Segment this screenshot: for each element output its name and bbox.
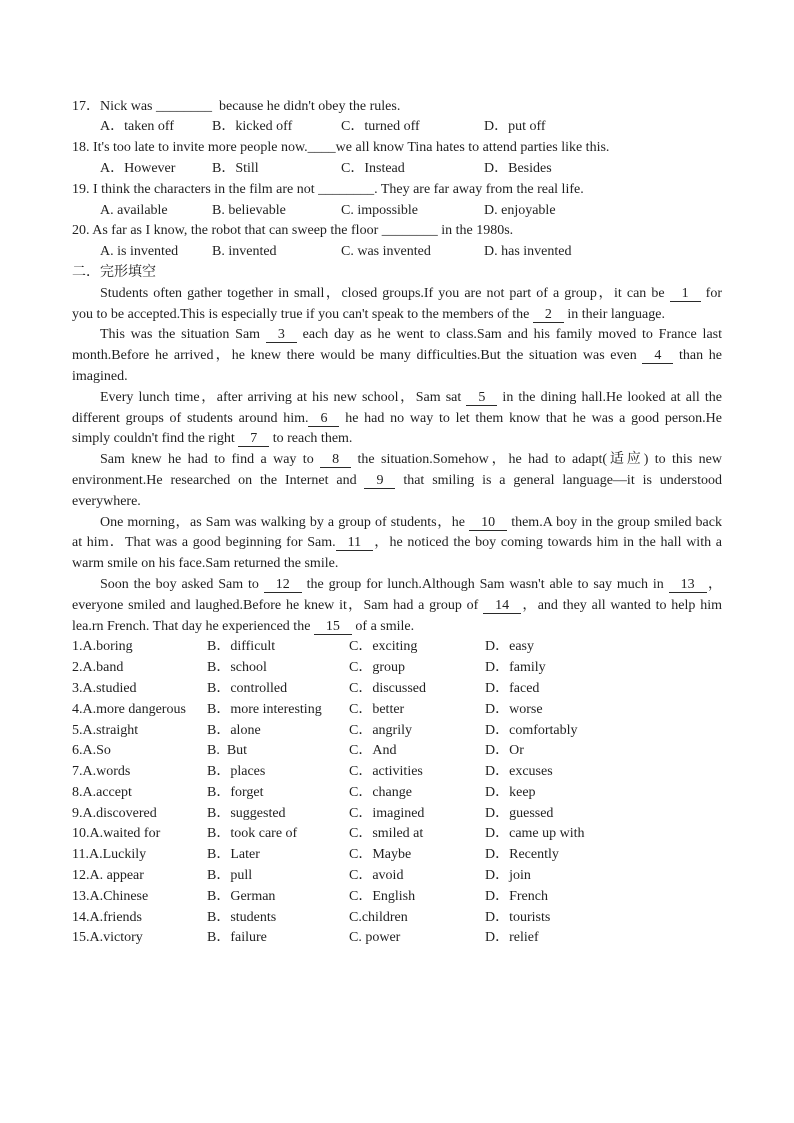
passage-text: simply couldn't find the right xyxy=(72,431,239,447)
passage-text: the situation.Somehow，he had to adapt(适应) to this new xyxy=(351,452,722,468)
cloze-option-a: 13.A.Chinese xyxy=(72,888,149,904)
passage-text: warm smile on his face.Sam returned the smile. xyxy=(72,556,339,572)
cloze-option-row xyxy=(72,824,722,845)
blank-7: 7 xyxy=(238,431,269,447)
blank-12: 12 xyxy=(264,577,302,593)
question-options xyxy=(72,117,722,138)
cloze-option-b: B．difficult xyxy=(207,639,276,655)
passage-text: Soon the boy asked Sam to xyxy=(100,576,264,592)
passage-line xyxy=(72,471,722,492)
passage-text: Students often gather together in small，closed groups.If you are not part of a group，it can be xyxy=(100,285,670,301)
passage-line xyxy=(72,596,722,617)
option-b: B．Still xyxy=(212,160,259,176)
cloze-option-a: 2.A.band xyxy=(72,660,124,676)
passage-text: lea.rn French. That day he experienced the xyxy=(72,618,314,634)
cloze-option-row xyxy=(72,908,722,929)
passage-line xyxy=(72,305,722,326)
cloze-option-d: D．came up with xyxy=(485,826,585,842)
passage-text: ，and they all wanted to help him xyxy=(521,597,722,613)
cloze-option-c: C．discussed xyxy=(349,680,426,696)
section-title: 二．完形填空 xyxy=(72,264,156,280)
passage-line xyxy=(72,617,722,638)
passage-line xyxy=(72,388,722,409)
option-d: D．Besides xyxy=(484,160,552,176)
passage-line xyxy=(72,284,722,305)
option-a: A．However xyxy=(100,160,176,176)
blank-14: 14 xyxy=(483,598,521,614)
option-b: B．kicked off xyxy=(212,119,293,135)
cloze-option-c: C.children xyxy=(349,909,408,925)
page-content xyxy=(72,97,722,950)
blank-11: 11 xyxy=(336,535,373,551)
option-d: D. enjoyable xyxy=(484,202,556,218)
cloze-option-row xyxy=(72,887,722,908)
passage-text: that smiling is a general language—it is understood xyxy=(395,472,722,488)
cloze-option-d: D．French xyxy=(485,888,548,904)
cloze-option-a: 1.A.boring xyxy=(72,639,133,655)
blank-5: 5 xyxy=(466,390,497,406)
passage-text: for xyxy=(700,285,723,301)
cloze-option-c: C．imagined xyxy=(349,805,425,821)
cloze-passage xyxy=(72,284,722,638)
cloze-option-d: D．join xyxy=(485,868,531,884)
option-d: D. has invented xyxy=(484,244,572,260)
cloze-option-a: 5.A.straight xyxy=(72,722,139,738)
question-options xyxy=(72,159,722,180)
passage-line xyxy=(72,325,722,346)
cloze-option-b: B．suggested xyxy=(207,805,286,821)
option-a: A. is invented xyxy=(100,244,179,260)
blank-8: 8 xyxy=(320,452,351,468)
cloze-option-a: 8.A.accept xyxy=(72,784,132,800)
blank-9: 9 xyxy=(364,473,395,489)
cloze-option-a: 7.A.words xyxy=(72,764,131,780)
option-c: C．Instead xyxy=(341,160,405,176)
passage-line xyxy=(72,367,722,388)
cloze-option-row xyxy=(72,658,722,679)
option-b: B. believable xyxy=(212,202,286,218)
cloze-option-d: D．easy xyxy=(485,639,534,655)
passage-paragraph xyxy=(72,450,722,512)
cloze-option-row xyxy=(72,866,722,887)
cloze-option-row xyxy=(72,845,722,866)
cloze-option-b: B．pull xyxy=(207,868,253,884)
blank-10: 10 xyxy=(469,515,507,531)
cloze-option-c: C．change xyxy=(349,784,412,800)
passage-text: in their language. xyxy=(563,306,665,322)
cloze-option-b: B．school xyxy=(207,660,267,676)
cloze-option-c: C．Maybe xyxy=(349,847,412,863)
cloze-option-a: 4.A.more dangerous xyxy=(72,701,186,717)
passage-text: One morning，as Sam was walking by a group of students，he xyxy=(100,514,470,530)
cloze-option-c: C．avoid xyxy=(349,868,404,884)
cloze-option-d: D．relief xyxy=(485,930,539,946)
option-a: A. available xyxy=(100,202,168,218)
cloze-option-c: C．activities xyxy=(349,764,423,780)
passage-line xyxy=(72,346,722,367)
cloze-option-c: C．group xyxy=(349,660,405,676)
option-b: B. invented xyxy=(212,244,277,260)
passage-text: to reach them. xyxy=(269,431,353,447)
passage-text: of a smile. xyxy=(351,618,415,634)
cloze-option-b: B. But xyxy=(207,743,248,759)
cloze-option-b: B．took care of xyxy=(207,826,298,842)
option-c: C．turned off xyxy=(341,119,420,135)
passage-text: at him．That was a good beginning for Sam. xyxy=(72,535,336,551)
passage-text: environment.He researched on the Internet and xyxy=(72,472,365,488)
passage-line xyxy=(72,533,722,554)
cloze-option-a: 15.A.victory xyxy=(72,930,143,946)
cloze-options-list xyxy=(72,637,722,949)
passage-paragraph xyxy=(72,575,722,637)
cloze-option-b: B．German xyxy=(207,888,276,904)
cloze-option-a: 12.A. appear xyxy=(72,868,144,884)
passage-text: different groups of students around him. xyxy=(72,410,309,426)
cloze-option-row xyxy=(72,928,722,949)
cloze-option-a: 10.A.waited for xyxy=(72,826,161,842)
cloze-option-b: B．more interesting xyxy=(207,701,322,717)
cloze-option-d: D．family xyxy=(485,660,546,676)
cloze-option-c: C. power xyxy=(349,930,401,946)
blank-2: 2 xyxy=(533,307,564,323)
question-stem: 20. As far as I know, the robot that can sweep the floor ________ in the 1980s. xyxy=(72,223,514,239)
passage-line xyxy=(72,409,722,430)
cloze-option-d: D．comfortably xyxy=(485,722,578,738)
passage-line xyxy=(72,513,722,534)
question-stem: 18. It's too late to invite more people now.____we all know Tina hates to attend parties like this. xyxy=(72,140,610,156)
cloze-option-row xyxy=(72,804,722,825)
passage-text: everywhere. xyxy=(72,493,141,509)
passage-line xyxy=(72,575,722,596)
cloze-option-d: D．Recently xyxy=(485,847,559,863)
cloze-option-row xyxy=(72,679,722,700)
cloze-option-c: C．English xyxy=(349,888,416,904)
blank-6: 6 xyxy=(308,411,339,427)
cloze-option-row xyxy=(72,783,722,804)
passage-text: you to be accepted.This is especially true if you can't speak to the members of the xyxy=(72,306,533,322)
passage-text: month.Before he arrived，he knew there would be many difficulties.But the situation was even xyxy=(72,348,643,364)
passage-text: than he xyxy=(673,348,722,364)
cloze-option-a: 14.A.friends xyxy=(72,909,142,925)
cloze-option-d: D．tourists xyxy=(485,909,551,925)
passage-text: everyone smiled and laughed.Before he knew it，Sam had a group of xyxy=(72,597,484,613)
passage-text: them.A boy in the group smiled back xyxy=(507,514,722,530)
cloze-option-c: C．better xyxy=(349,701,405,717)
cloze-option-row xyxy=(72,700,722,721)
passage-line xyxy=(72,429,722,450)
passage-text: ， xyxy=(706,576,723,592)
multiple-choice-section xyxy=(72,97,722,263)
passage-text: Every lunch time，after arriving at his new school，Sam sat xyxy=(100,389,467,405)
cloze-option-b: B．failure xyxy=(207,930,267,946)
passage-text: the group for lunch.Although Sam wasn't able to say much in xyxy=(301,576,669,592)
cloze-option-b: B．places xyxy=(207,764,266,780)
cloze-option-b: B．students xyxy=(207,909,277,925)
cloze-option-c: C．angrily xyxy=(349,722,412,738)
passage-paragraph xyxy=(72,325,722,387)
cloze-option-b: B．controlled xyxy=(207,680,288,696)
blank-15: 15 xyxy=(314,619,352,635)
cloze-option-row xyxy=(72,721,722,742)
option-c: C. impossible xyxy=(341,202,419,218)
cloze-option-b: B．Later xyxy=(207,847,260,863)
cloze-option-b: B．forget xyxy=(207,784,264,800)
cloze-option-b: B．alone xyxy=(207,722,261,738)
blank-4: 4 xyxy=(642,348,673,364)
passage-paragraph xyxy=(72,388,722,450)
question-options xyxy=(72,201,722,222)
passage-text: each day as he went to class.Sam and his family moved to France last xyxy=(296,327,722,343)
passage-text: imagined. xyxy=(72,368,128,384)
blank-13: 13 xyxy=(669,577,707,593)
option-c: C. was invented xyxy=(341,244,431,260)
cloze-option-a: 9.A.discovered xyxy=(72,805,157,821)
passage-text: in the dining hall.He looked at all the xyxy=(497,389,722,405)
passage-text: Sam knew he had to find a way to xyxy=(100,452,321,468)
cloze-option-a: 3.A.studied xyxy=(72,680,137,696)
cloze-option-d: D．worse xyxy=(485,701,543,717)
blank-3: 3 xyxy=(266,327,297,343)
question-options xyxy=(72,242,722,263)
cloze-option-a: 6.A.So xyxy=(72,743,111,759)
cloze-option-c: C．exciting xyxy=(349,639,418,655)
passage-paragraph xyxy=(72,284,722,326)
cloze-option-d: D．excuses xyxy=(485,764,553,780)
blank-1: 1 xyxy=(670,286,701,302)
cloze-option-d: D．keep xyxy=(485,784,536,800)
cloze-option-row xyxy=(72,741,722,762)
option-a: A．taken off xyxy=(100,119,174,135)
cloze-option-d: D．Or xyxy=(485,743,524,759)
cloze-option-d: D．faced xyxy=(485,680,540,696)
cloze-option-row xyxy=(72,637,722,658)
option-d: D．put off xyxy=(484,119,546,135)
cloze-option-row xyxy=(72,762,722,783)
question-stem: 19. I think the characters in the film are not ________. They are far away from the real life. xyxy=(72,181,584,197)
question-stem: 17．Nick was ________ because he didn't obey the rules. xyxy=(72,98,401,114)
passage-text: ，he noticed the boy coming towards him in the hall with a xyxy=(373,535,723,551)
passage-text: he had no way to let them know that he was a good person.He xyxy=(339,410,722,426)
passage-line xyxy=(72,554,722,575)
cloze-option-c: C．smiled at xyxy=(349,826,424,842)
cloze-option-c: C．And xyxy=(349,743,397,759)
passage-line xyxy=(72,492,722,513)
passage-text: This was the situation Sam xyxy=(100,327,266,343)
cloze-option-d: D．guessed xyxy=(485,805,554,821)
passage-line xyxy=(72,450,722,471)
passage-paragraph xyxy=(72,513,722,575)
cloze-option-a: 11.A.Luckily xyxy=(72,847,147,863)
